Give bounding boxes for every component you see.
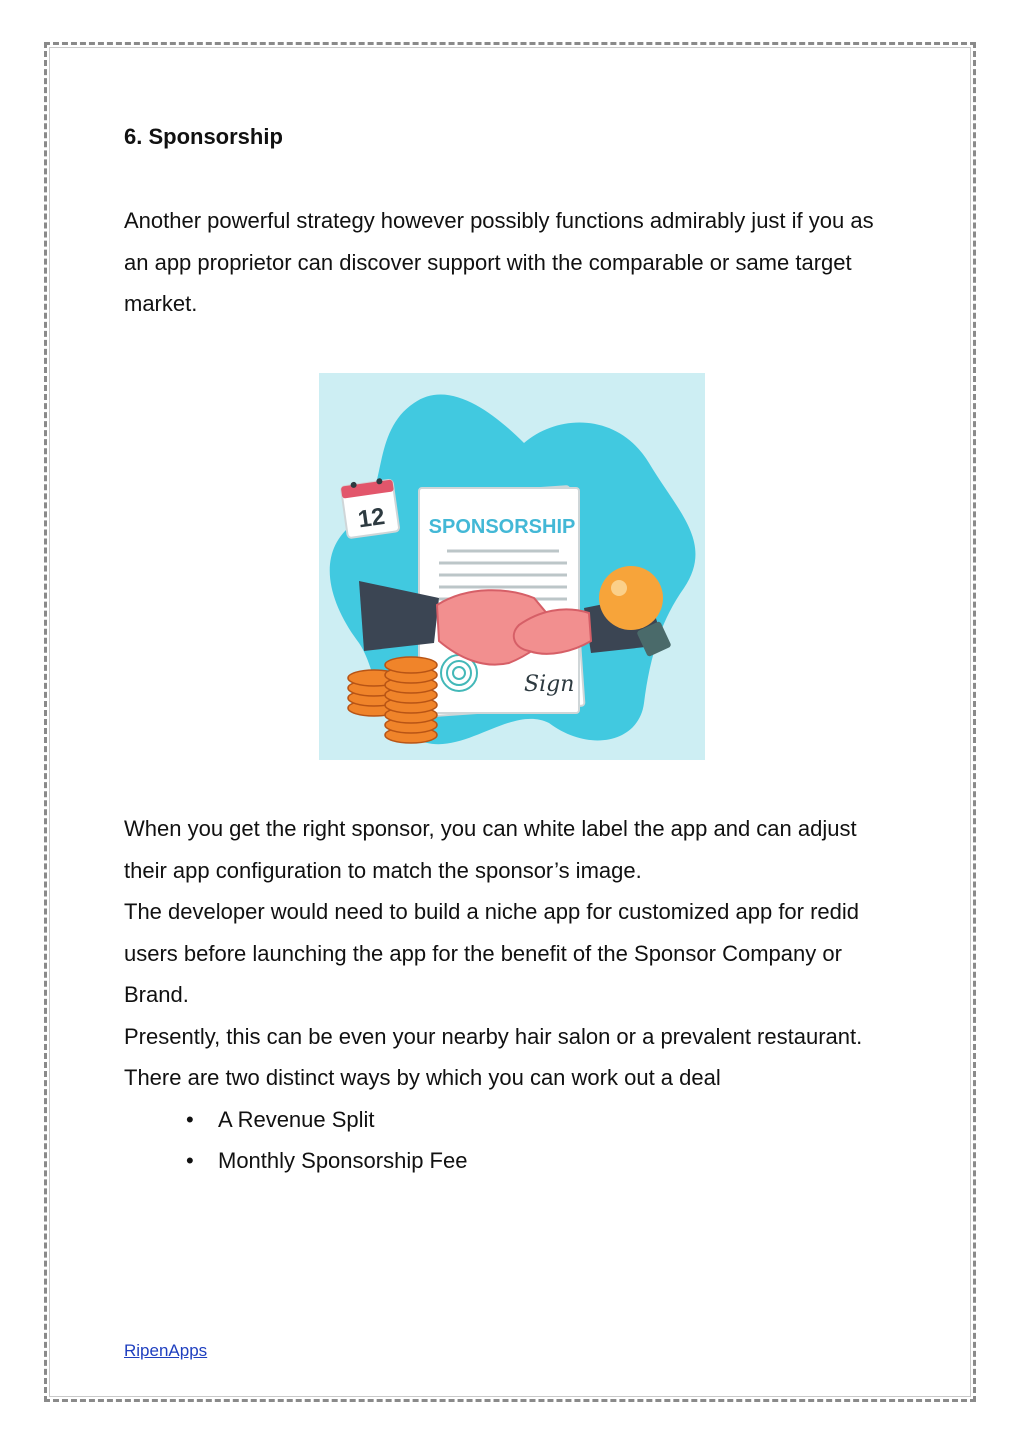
- body-text: [124, 808, 884, 1182]
- list-item-label: A Revenue Split: [218, 1106, 375, 1132]
- bullet-icon: •: [186, 1148, 194, 1173]
- list-item: [124, 1140, 884, 1182]
- paragraph-deal: There are two distinct ways by which you can work out a deal: [124, 1065, 721, 1090]
- bullet-icon: •: [186, 1106, 194, 1132]
- intro-paragraph: Another powerful strategy however possibly functions admirably just if you as an app proprietor can discover support with the comparable or same target market.: [124, 208, 874, 316]
- paragraph-presently: Presently, this can be even your nearby hair salon or a prevalent restaurant.: [124, 1023, 863, 1049]
- paragraph-white-label: When you get the right sponsor, you can white label the app and can adjust their app configuration to match the sponsor’s image.: [124, 816, 857, 883]
- signature-text: Sign: [524, 672, 575, 697]
- list-item: [124, 1099, 884, 1141]
- deal-options-list: [124, 1099, 884, 1182]
- list-item-label: Monthly Sponsorship Fee: [218, 1148, 468, 1173]
- calendar-icon: [340, 477, 399, 539]
- calendar-day: 12: [356, 503, 387, 534]
- sponsorship-illustration: [319, 373, 705, 760]
- sponsorship-sign-text: SPONSORSHIP: [428, 516, 576, 538]
- coins-icon: [348, 657, 437, 743]
- section-heading: 6. Sponsorship: [124, 124, 283, 149]
- paragraph-developer: The developer would need to build a niche app for customized app for redid users before launching the app for the benefit of the Sponsor Company or Brand.: [124, 899, 860, 1007]
- ripenapps-link[interactable]: RipenApps: [124, 1341, 208, 1360]
